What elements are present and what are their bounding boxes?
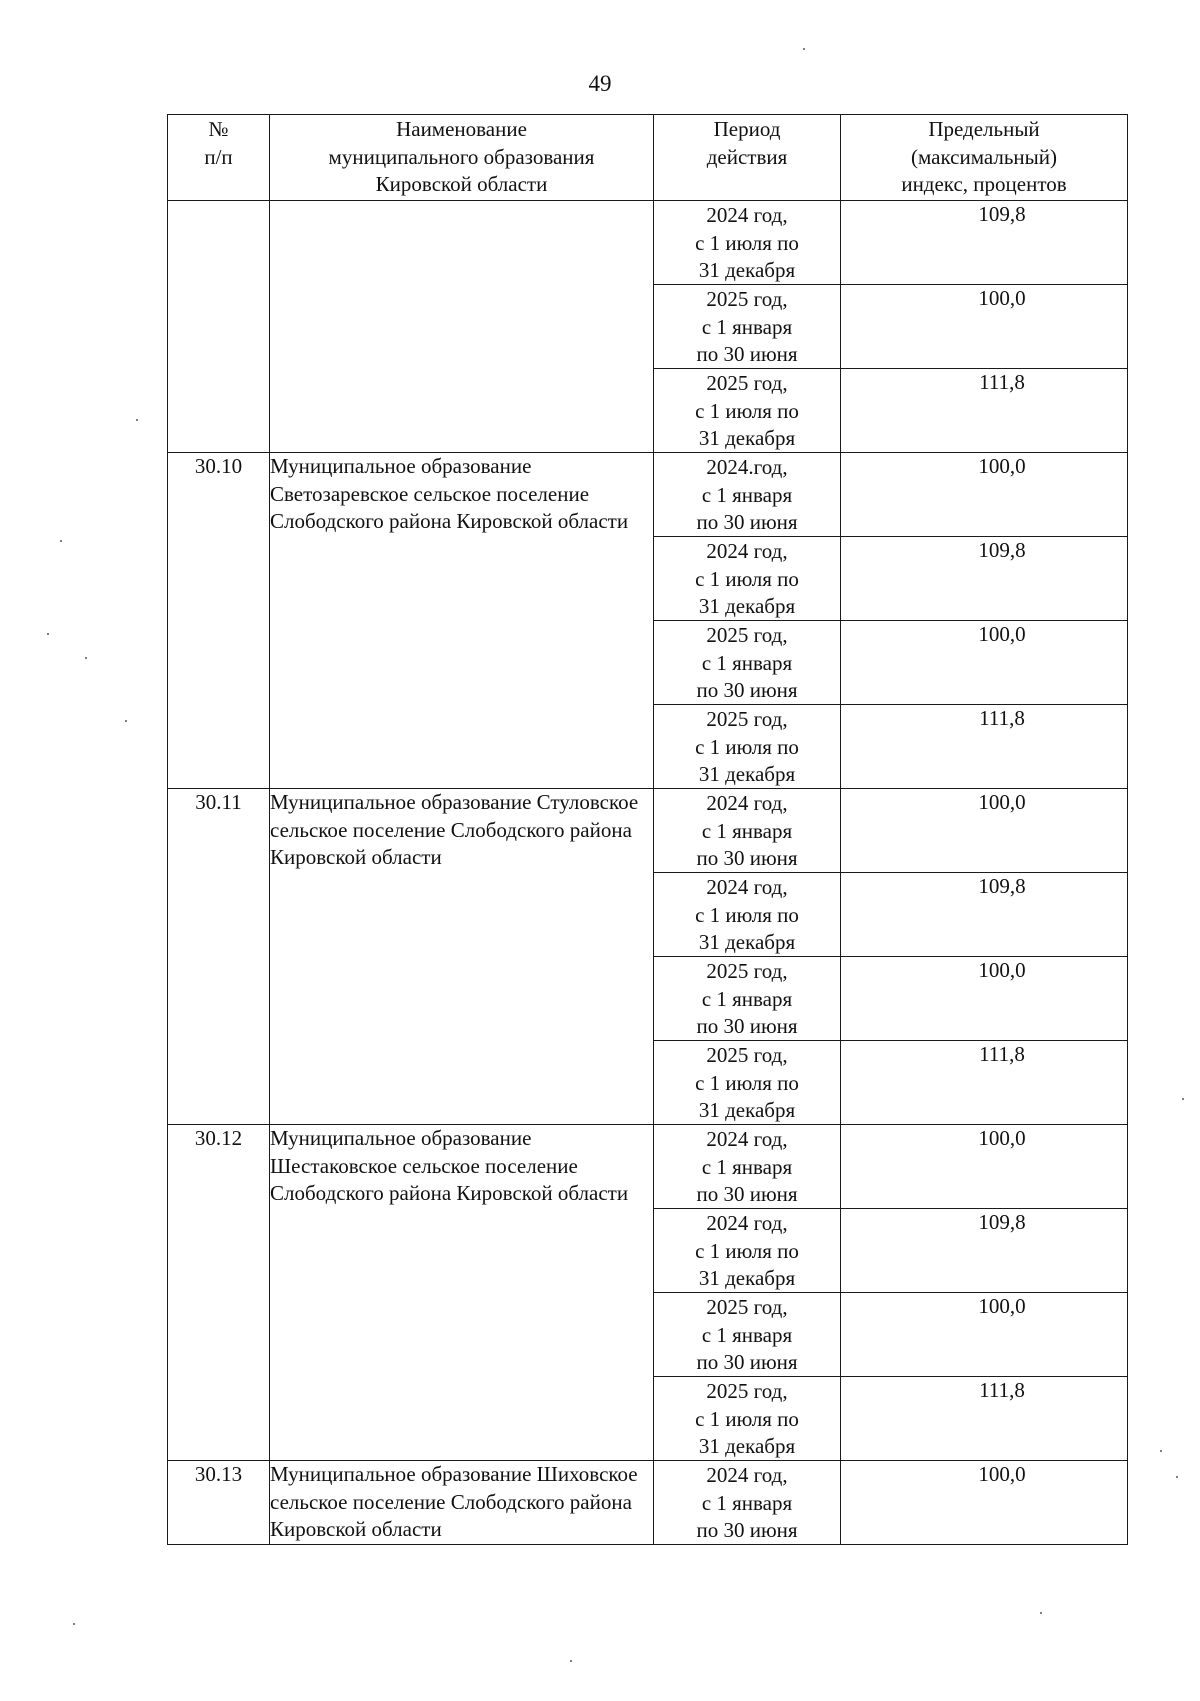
period-cell: 2025 год, с 1 июля по 31 декабря <box>654 369 841 453</box>
max-index-cell: 100,0 <box>841 957 1128 1041</box>
municipality-name-cell: Муниципальное образование Шестаковское сельское поселение Слободского района Кировской области <box>270 1125 654 1461</box>
header-municipality-name: Наименование муниципального образования Кировской области <box>270 115 654 201</box>
period-cell: 2024.год, с 1 января по 30 июня <box>654 453 841 537</box>
period-cell: 2024 год, с 1 января по 30 июня <box>654 789 841 873</box>
max-index-cell: 109,8 <box>841 873 1128 957</box>
period-cell: 2025 год, с 1 января по 30 июня <box>654 285 841 369</box>
header-period: Период действия <box>654 115 841 201</box>
row-number-cell: 30.12 <box>168 1125 270 1461</box>
header-max-index: Предельный (максимальный) индекс, процентов <box>841 115 1128 201</box>
header-number: № п/п <box>168 115 270 201</box>
row-number-cell: 30.10 <box>168 453 270 789</box>
period-cell: 2024 год, с 1 января по 30 июня <box>654 1125 841 1209</box>
period-cell: 2024 год, с 1 июля по 31 декабря <box>654 1209 841 1293</box>
max-index-cell: 111,8 <box>841 705 1128 789</box>
period-cell: 2025 год, с 1 июля по 31 декабря <box>654 1041 841 1125</box>
max-index-cell: 100,0 <box>841 1461 1128 1545</box>
period-cell: 2025 год, с 1 января по 30 июня <box>654 957 841 1041</box>
table-row <box>168 201 1128 285</box>
municipality-name-cell: Муниципальное образование Стуловское сельское поселение Слободского района Кировской области <box>270 789 654 1125</box>
municipality-name-cell: Муниципальное образование Светозаревское сельское поселение Слободского района Кировской области <box>270 453 654 789</box>
max-index-cell: 111,8 <box>841 1041 1128 1125</box>
table-body <box>168 201 1128 1545</box>
period-cell: 2025 год, с 1 июля по 31 декабря <box>654 705 841 789</box>
max-index-cell: 100,0 <box>841 621 1128 705</box>
max-index-cell: 100,0 <box>841 1125 1128 1209</box>
municipality-name-cell: Муниципальное образование Шиховское сельское поселение Слободского района Кировской области <box>270 1461 654 1545</box>
max-index-cell: 109,8 <box>841 201 1128 285</box>
period-cell: 2025 год, с 1 июля по 31 декабря <box>654 1377 841 1461</box>
row-number-cell <box>168 201 270 453</box>
period-cell: 2025 год, с 1 января по 30 июня <box>654 621 841 705</box>
municipality-name-cell <box>270 201 654 453</box>
table-header <box>168 115 1128 201</box>
max-index-cell: 100,0 <box>841 285 1128 369</box>
max-index-cell: 109,8 <box>841 537 1128 621</box>
table-row <box>168 1461 1128 1545</box>
period-cell: 2024 год, с 1 июля по 31 декабря <box>654 201 841 285</box>
max-index-cell: 111,8 <box>841 1377 1128 1461</box>
period-cell: 2025 год, с 1 января по 30 июня <box>654 1293 841 1377</box>
page-number: 49 <box>588 71 612 96</box>
table-row <box>168 1125 1128 1209</box>
period-cell: 2024 год, с 1 июля по 31 декабря <box>654 873 841 957</box>
max-index-cell: 100,0 <box>841 789 1128 873</box>
period-cell: 2024 год, с 1 июля по 31 декабря <box>654 537 841 621</box>
table-row <box>168 453 1128 537</box>
max-index-cell: 109,8 <box>841 1209 1128 1293</box>
row-number-cell: 30.11 <box>168 789 270 1125</box>
row-number-cell: 30.13 <box>168 1461 270 1545</box>
max-index-cell: 100,0 <box>841 1293 1128 1377</box>
period-cell: 2024 год, с 1 января по 30 июня <box>654 1461 841 1545</box>
max-index-cell: 111,8 <box>841 369 1128 453</box>
table-row <box>168 789 1128 873</box>
tariff-index-table <box>167 114 1128 1545</box>
max-index-cell: 100,0 <box>841 453 1128 537</box>
